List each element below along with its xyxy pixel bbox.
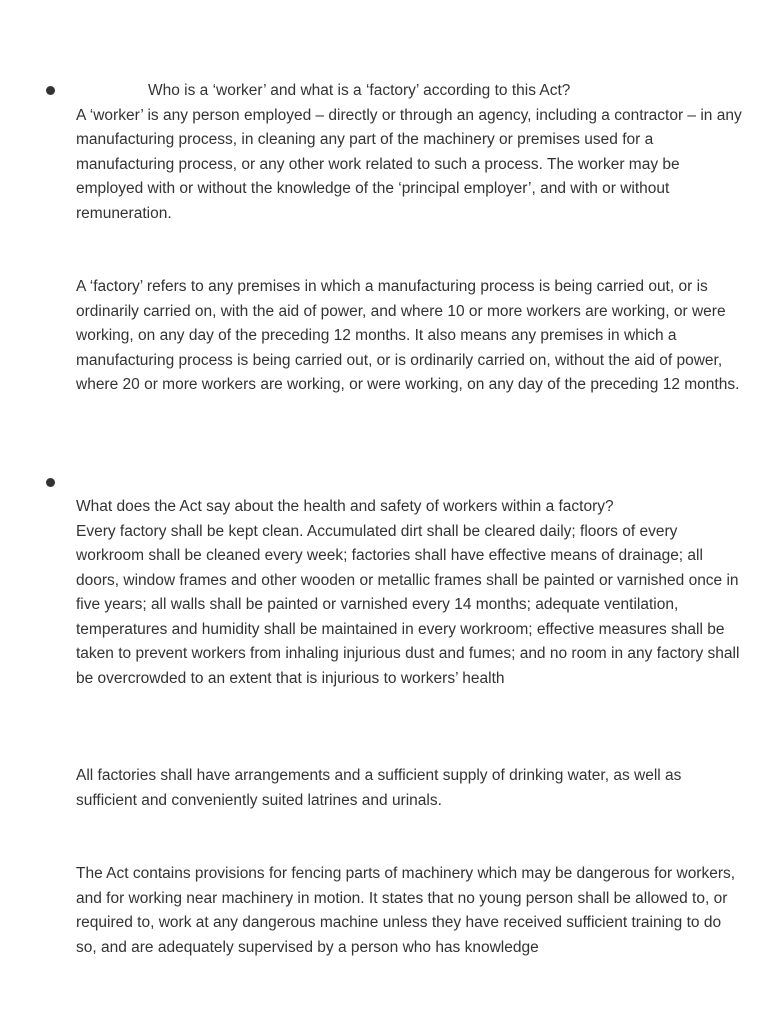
section-2-block bbox=[76, 495, 744, 691]
section-2-paragraph-2-block bbox=[76, 764, 744, 813]
bullet-point-2 bbox=[46, 478, 55, 487]
section-1-paragraph-1: A ‘worker’ is any person employed – directly or through an agency, including a contractor – in any manufacturing process, in cleaning any part of the machinery or premises used for a manufacturing process, or any other work related to such a process. The worker may be employed with or without the knowledge of the ‘principal employer’, and with or without remuneration. bbox=[76, 106, 742, 222]
section-2-paragraph-2: All factories shall have arrangements and a sufficient supply of drinking water, as well as sufficient and conveniently suited latrines and urinals. bbox=[76, 767, 682, 809]
section-2-paragraph-3: The Act contains provisions for fencing parts of machinery which may be dangerous for workers, and for working near machinery in motion. It states that no young person shall be allowed to, or required to, work at any dangerous machine unless they have received sufficient training to do so, and are adequately supervised by a person who has knowledge bbox=[76, 865, 736, 956]
section-2-paragraph-1: Every factory shall be kept clean. Accumulated dirt shall be cleared daily; floors of every workroom shall be cleaned every week; factories shall have effective means of drainage; all doors, window frames and other wooden or metallic frames shall be painted or varnished once in five years; all walls shall be painted or varnished every 14 months; adequate ventilation, temperatures and humidity shall be maintained in every workroom; effective measures shall be taken to prevent workers from inhaling injurious dust and fumes; and no room in any factory shall be overcrowded to an extent that is injurious to workers’ health bbox=[76, 522, 740, 687]
section-1-paragraph-2-block bbox=[76, 275, 744, 398]
section-1-block bbox=[76, 79, 744, 226]
bullet-point-1 bbox=[46, 86, 55, 95]
section-1-paragraph-2: A ‘factory’ refers to any premises in which a manufacturing process is being carried out, or is ordinarily carried on, with the aid of power, and where 10 or more workers are working, or were working, on any day of the preceding 12 months. It also means any premises in which a manufacturing process is being carried out, or is ordinarily carried on, without the aid of power, where 20 or more workers are working, or were working, on any day of the preceding 12 months. bbox=[76, 278, 740, 393]
section-2-question: What does the Act say about the health and safety of workers within a factory? bbox=[76, 498, 614, 515]
section-2-paragraph-3-block bbox=[76, 862, 744, 960]
section-1-question: Who is a ‘worker’ and what is a ‘factory’ according to this Act? bbox=[148, 82, 571, 99]
